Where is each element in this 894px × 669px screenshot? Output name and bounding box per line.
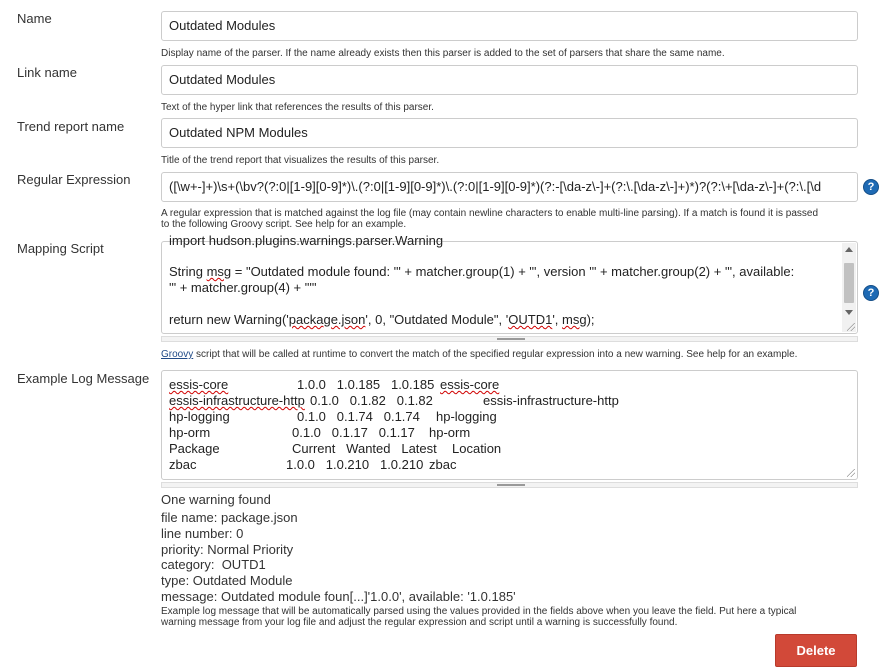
trend-report-name-label: Trend report name (17, 119, 125, 134)
log-line-location: hp-orm (429, 425, 471, 440)
mapping-script-description-text: script that will be called at runtime to convert the match of the specified regular expression into a new warning. See help for an example. (193, 349, 798, 360)
example-log-description (161, 606, 861, 628)
script-token: ); (586, 312, 595, 327)
script-token: = "Outdated module found: '" + matcher.group(1) + "', version '" + matcher.group(2) + "', available: (231, 264, 795, 279)
log-line-location: essis-infrastructure-http (483, 393, 619, 408)
mapping-script-description (161, 349, 861, 360)
log-line-versions: 1.0.0 1.0.210 1.0.210 (286, 457, 424, 472)
log-line-name: essis-core (169, 377, 229, 392)
result-file-name: file name: package.json (161, 510, 298, 525)
link-name-input[interactable]: Outdated Modules (161, 65, 858, 95)
scroll-thumb[interactable] (844, 263, 854, 303)
mapping-script-textarea[interactable] (161, 233, 858, 334)
script-token: return new Warning(' (169, 312, 289, 327)
script-token: msg (562, 312, 587, 327)
script-line-import (169, 233, 443, 248)
scroll-up-icon[interactable] (845, 247, 853, 252)
mapping-script-grip[interactable] (161, 336, 858, 342)
name-input[interactable]: Outdated Modules (161, 11, 858, 41)
delete-button[interactable]: Delete (775, 634, 857, 667)
result-type: type: Outdated Module (161, 573, 293, 588)
example-log-textarea[interactable] (161, 370, 858, 480)
resize-handle-icon[interactable] (847, 323, 855, 331)
log-line-versions: 1.0.0 1.0.185 1.0.185 (297, 377, 435, 392)
log-line-name: essis-infrastructure-http (169, 393, 305, 408)
mapping-script-label: Mapping Script (17, 241, 104, 256)
example-log-description-line1: Example log message that will be automatically parsed using the values provided in the fields above when you leave the field. Put here a typical (161, 606, 797, 617)
script-import-text: import hudson.plugins.warnings.parser.Warning (169, 233, 444, 248)
regex-label: Regular Expression (17, 172, 131, 187)
groovy-link[interactable]: Groovy (161, 349, 194, 360)
script-line-cont: '" + matcher.group(4) + "'" (169, 280, 317, 295)
regex-help-icon[interactable]: ? (863, 179, 879, 195)
result-summary: One warning found (161, 492, 271, 507)
log-line-name: Package (169, 441, 220, 456)
result-category: category: OUTD1 (161, 557, 266, 572)
result-priority: priority: Normal Priority (161, 542, 294, 557)
result-line-number: line number: 0 (161, 526, 244, 541)
script-token: OUTD1 (508, 312, 553, 327)
log-line-versions: 0.1.0 0.1.17 0.1.17 (292, 425, 415, 440)
script-scrollbar[interactable] (842, 243, 856, 332)
script-token: String (169, 264, 207, 279)
link-name-label: Link name (17, 65, 77, 80)
regex-description (161, 208, 861, 230)
example-log-label: Example Log Message (17, 371, 150, 386)
name-label: Name (17, 11, 52, 26)
log-line-location: Location (452, 441, 502, 456)
log-line-name: zbac (169, 457, 197, 472)
log-line-location: zbac (429, 457, 457, 472)
script-token: package.json (288, 312, 366, 327)
script-line-msg (169, 264, 794, 279)
log-line-versions: 0.1.0 0.1.82 0.1.82 (310, 393, 433, 408)
resize-handle-icon[interactable] (847, 469, 855, 477)
log-line-location: hp-logging (436, 409, 497, 424)
regex-description-line2: to the following Groovy script. See help for an example. (161, 219, 407, 230)
log-line-name: hp-logging (169, 409, 230, 424)
scroll-down-icon[interactable] (845, 310, 853, 315)
script-token: msg (206, 264, 232, 279)
log-line-versions: 0.1.0 0.1.74 0.1.74 (297, 409, 420, 424)
trend-report-name-description: Title of the trend report that visualizes the results of this parser. (161, 155, 440, 166)
regex-input[interactable]: ([\w+-]+)\s+(\bv?(?:0|[1-9][0-9]*)\.(?:0|[1-9][0-9]*)\.(?:0|[1-9][0-9]*)(?:-[\da-z\-]+(?:\.[\da-z\-]+)*)?(?:\+[\da-z\-]+(?:\.[\d (161, 172, 858, 202)
mapping-script-help-icon[interactable]: ? (863, 285, 879, 301)
log-line-name: hp-orm (169, 425, 211, 440)
trend-report-name-input[interactable]: Outdated NPM Modules (161, 118, 858, 148)
script-line-return (169, 312, 595, 327)
log-line-versions: Current Wanted Latest (292, 441, 437, 456)
log-line-location: essis-core (440, 377, 500, 392)
link-name-description: Text of the hyper link that references the results of this parser. (161, 102, 434, 113)
script-token: ', (552, 312, 563, 327)
example-log-description-line2: warning message from your log file and adjust the regular expression and script until a warning is successfully found. (161, 617, 678, 628)
regex-description-line1: A regular expression that is matched against the log file (may contain newline characters to enable multi-line parsing). If a match is found it is passed (161, 208, 819, 219)
result-message: message: Outdated module foun[...]'1.0.0', available: '1.0.185' (161, 589, 516, 604)
example-log-grip[interactable] (161, 482, 858, 488)
name-description: Display name of the parser. If the name already exists then this parser is added to the set of parsers that share the same name. (161, 48, 725, 59)
script-token: ', 0, "Outdated Module", ' (365, 312, 509, 327)
